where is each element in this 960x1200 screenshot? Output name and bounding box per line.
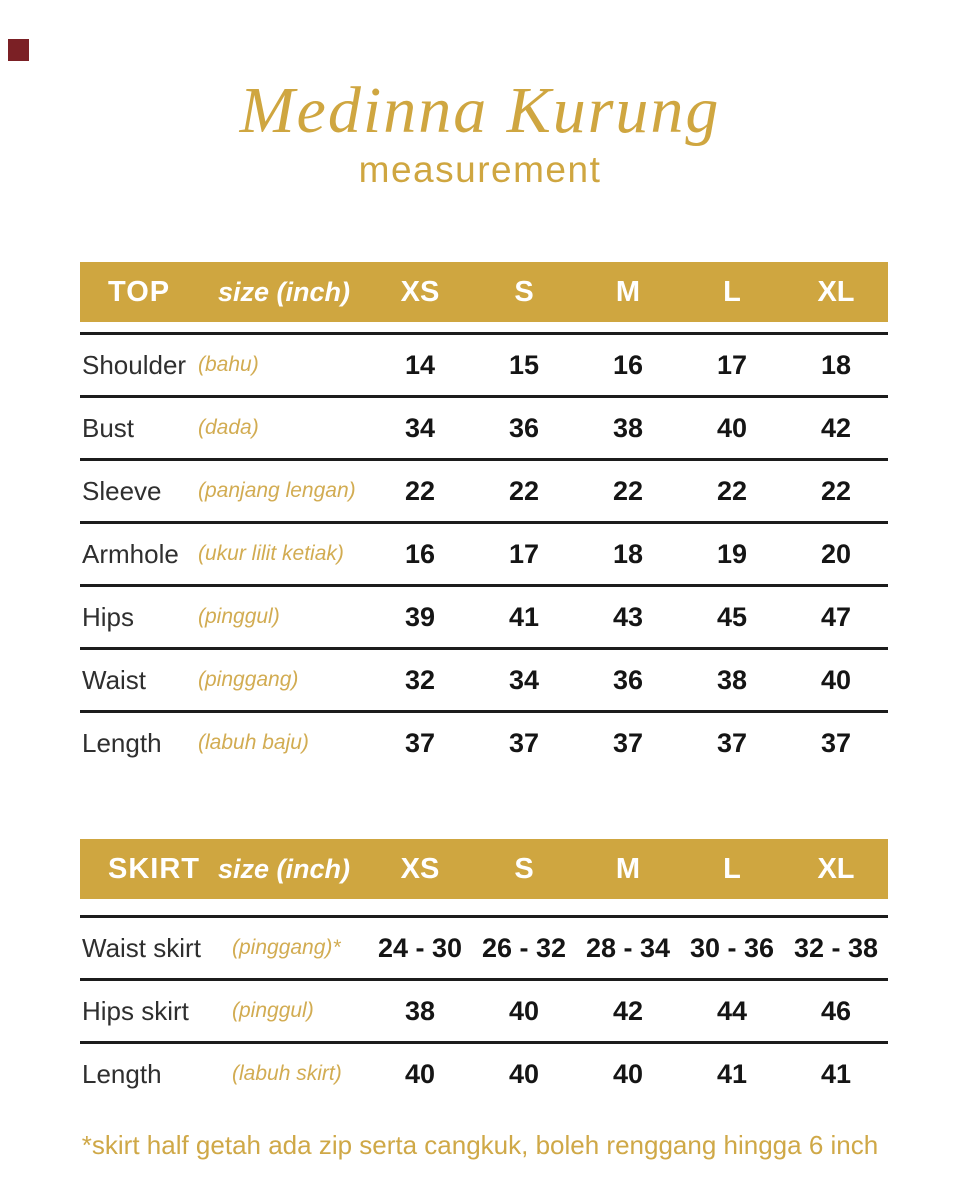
- size-column-header: M: [615, 852, 641, 885]
- chart-header: [0, 0, 960, 262]
- measurement-label: Bust: [82, 412, 135, 443]
- measurement-value: 41: [820, 1058, 852, 1089]
- measurement-value: 42: [612, 995, 644, 1026]
- size-column-header: L: [723, 852, 741, 885]
- measurement-value: 32 - 38: [793, 932, 879, 963]
- measurement-annotation: (pinggang): [198, 668, 299, 691]
- measurement-value: 24 - 30: [377, 932, 463, 963]
- size-column-header: M: [615, 275, 641, 308]
- measurement-annotation: (panjang lengan): [198, 479, 356, 502]
- measurement-label: Shoulder: [82, 349, 187, 380]
- measurement-value: 36: [508, 412, 540, 443]
- table-row: [80, 395, 888, 458]
- table-header-band: [80, 839, 888, 899]
- measurement-value: 22: [404, 475, 436, 506]
- measurement-value: 41: [508, 601, 540, 632]
- measurement-annotation: (pinggul): [198, 605, 280, 628]
- measurement-annotation: (labuh baju): [198, 731, 309, 754]
- table-header-band: [80, 262, 888, 322]
- measurement-value: 40: [508, 995, 540, 1026]
- measurement-label: Waist: [82, 664, 147, 695]
- measurement-value: 40: [404, 1058, 436, 1089]
- measurement-annotation: (bahu): [198, 353, 259, 376]
- measurement-value: 22: [716, 475, 748, 506]
- skirt-footnote: *skirt half getah ada zip serta cangkuk, boleh renggang hingga 6 inch: [81, 1130, 879, 1160]
- measurement-value: 34: [404, 412, 436, 443]
- measurement-value: 20: [820, 538, 852, 569]
- table-row: [80, 915, 888, 978]
- measurement-value: 40: [716, 412, 748, 443]
- measurement-value: 42: [820, 412, 852, 443]
- measurement-value: 37: [820, 727, 852, 758]
- measurement-annotation: (pinggang)*: [232, 936, 341, 959]
- measurement-value: 43: [612, 601, 644, 632]
- measurement-value: 37: [508, 727, 540, 758]
- measurement-value: 37: [612, 727, 644, 758]
- size-column-header: S: [514, 275, 534, 308]
- size-column-header: L: [723, 275, 741, 308]
- table-row: [80, 584, 888, 647]
- table-row: [80, 647, 888, 710]
- measurement-value: 15: [508, 349, 540, 380]
- size-column-header: XS: [400, 275, 440, 308]
- measurement-label: Length: [82, 1058, 162, 1089]
- table-rows: [80, 332, 888, 773]
- table-rows: [80, 915, 888, 1104]
- measurement-annotation: (pinggul): [232, 999, 314, 1022]
- measurement-value: 37: [404, 727, 436, 758]
- size-unit-label: size (inch): [218, 853, 351, 884]
- measurement-value: 32: [404, 664, 436, 695]
- measurement-value: 38: [612, 412, 644, 443]
- measurement-value: 16: [404, 538, 436, 569]
- measurement-value: 40: [820, 664, 852, 695]
- measurement-value: 38: [716, 664, 748, 695]
- measurement-value: 18: [820, 349, 852, 380]
- red-square-marker: [8, 39, 29, 61]
- measurement-value: 36: [612, 664, 644, 695]
- measurement-value: 26 - 32: [481, 932, 567, 963]
- table-row: [80, 521, 888, 584]
- skirt-measurement-table: [80, 839, 888, 1104]
- size-column-header: XS: [400, 852, 440, 885]
- size-column-header: S: [514, 852, 534, 885]
- measurement-value: 37: [716, 727, 748, 758]
- measurement-value: 16: [612, 349, 644, 380]
- size-column-header: XL: [817, 852, 855, 885]
- table-row: [80, 1041, 888, 1104]
- measurement-annotation: (labuh skirt): [232, 1062, 342, 1085]
- measurement-value: 34: [508, 664, 540, 695]
- measurement-value: 19: [716, 538, 748, 569]
- table-row: [80, 978, 888, 1041]
- size-unit-label: size (inch): [218, 276, 351, 307]
- measurement-label: Waist skirt: [82, 932, 201, 963]
- measurement-value: 22: [612, 475, 644, 506]
- size-column-header: XL: [817, 275, 855, 308]
- measurement-value: 28 - 34: [585, 932, 671, 963]
- measurement-annotation: (ukur lilit ketiak): [198, 542, 344, 565]
- measurement-value: 38: [404, 995, 436, 1026]
- measurement-value: 22: [508, 475, 540, 506]
- measurement-value: 14: [404, 349, 436, 380]
- measurement-value: 47: [820, 601, 852, 632]
- brand-title: Medinna Kurung: [239, 74, 721, 147]
- measurement-annotation: (dada): [198, 416, 259, 439]
- table-name: SKIRT: [108, 852, 200, 885]
- table-name: TOP: [108, 275, 171, 308]
- table-row: [80, 332, 888, 395]
- table-row: [80, 458, 888, 521]
- measurement-label: Hips: [82, 601, 135, 632]
- measurement-label: Length: [82, 727, 162, 758]
- measurement-value: 22: [820, 475, 852, 506]
- measurement-value: 45: [716, 601, 748, 632]
- measurement-value: 44: [716, 995, 748, 1026]
- measurement-value: 46: [820, 995, 852, 1026]
- measurement-value: 18: [612, 538, 644, 569]
- measurement-value: 17: [716, 349, 748, 380]
- measurement-value: 41: [716, 1058, 748, 1089]
- chart-subtitle: measurement: [358, 149, 602, 190]
- measurement-value: 40: [508, 1058, 540, 1089]
- measurement-label: Armhole: [82, 538, 179, 569]
- measurement-value: 30 - 36: [689, 932, 775, 963]
- measurement-value: 39: [404, 601, 436, 632]
- table-row: [80, 710, 888, 773]
- top-measurement-table: [80, 262, 888, 773]
- measurement-value: 17: [508, 538, 540, 569]
- measurement-value: 40: [612, 1058, 644, 1089]
- measurement-label: Sleeve: [82, 475, 162, 506]
- measurement-label: Hips skirt: [82, 995, 189, 1026]
